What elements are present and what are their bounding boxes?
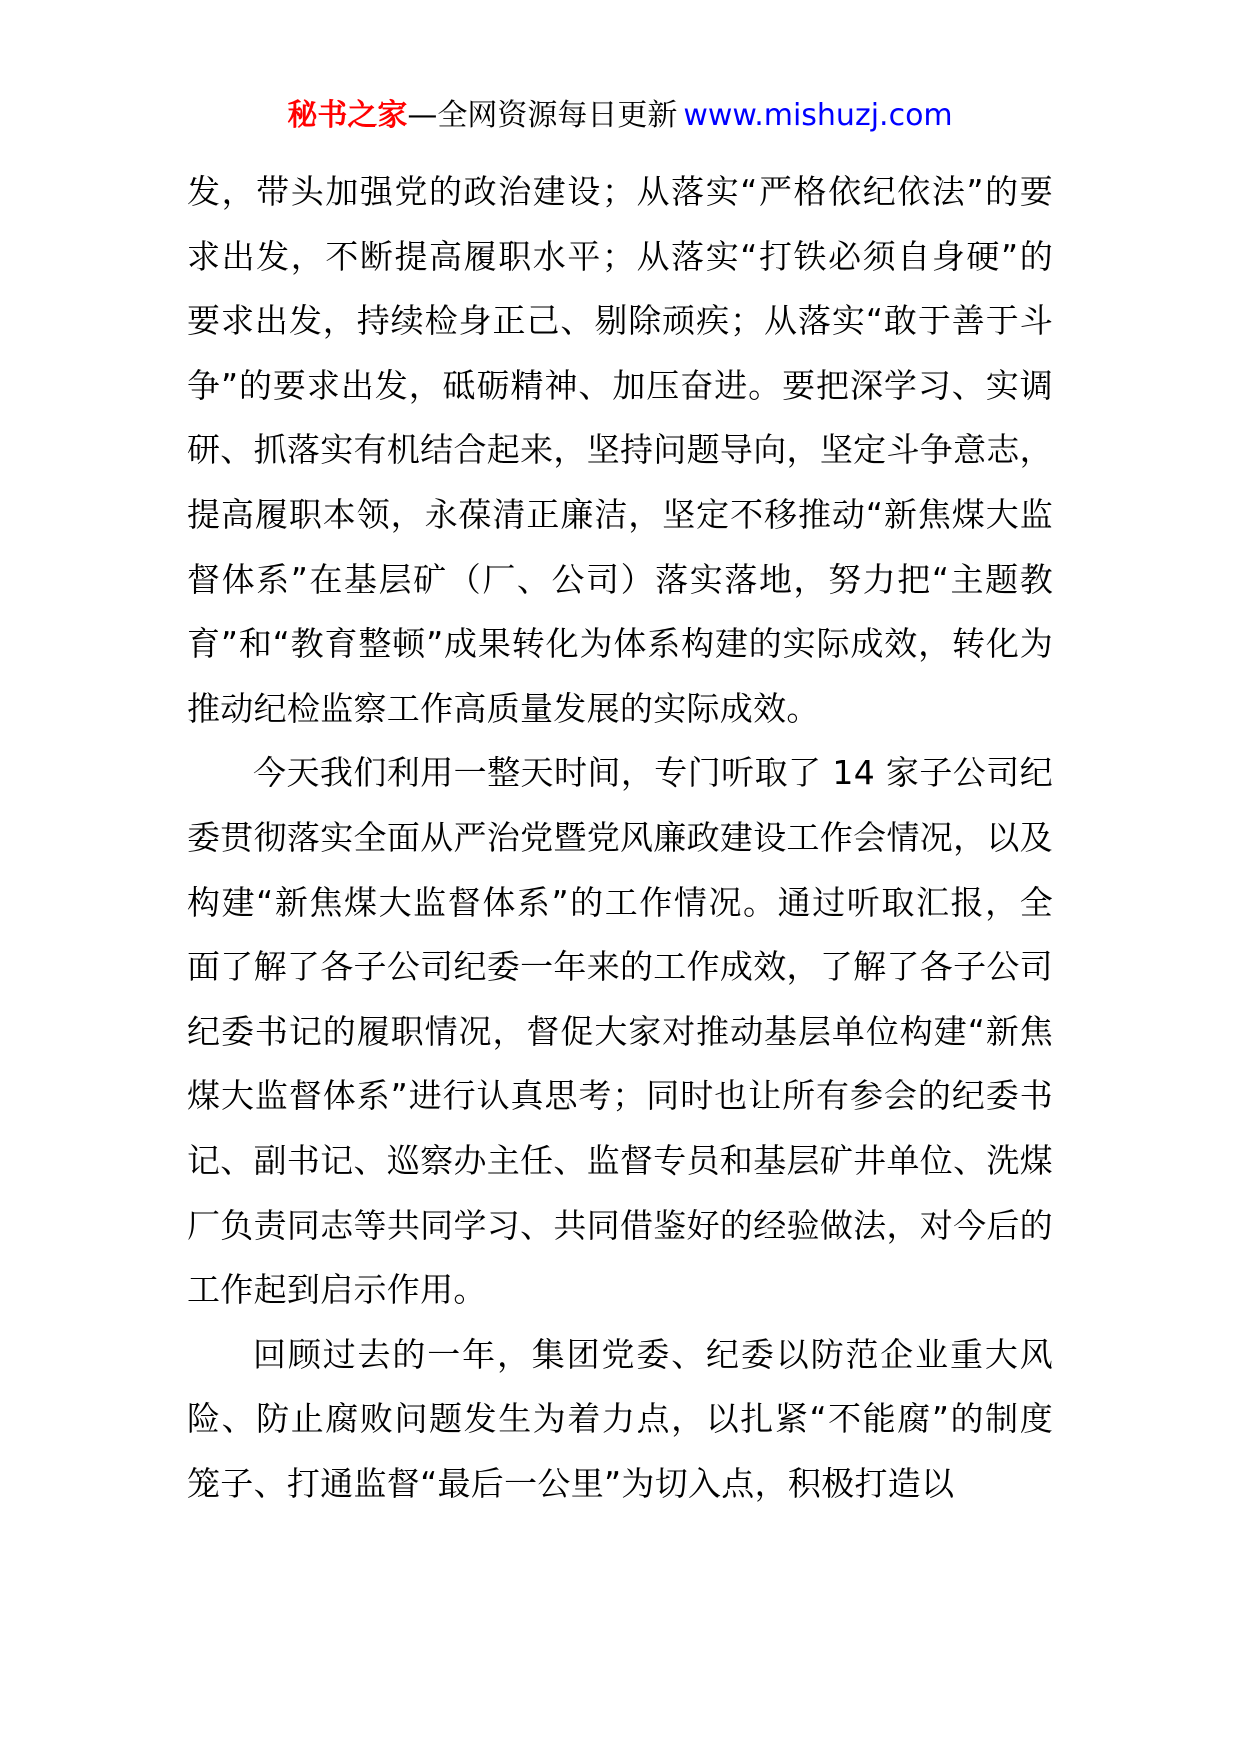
site-tagline: —全网资源每日更新 <box>407 98 678 133</box>
paragraph-hearing-reports: 今天我们利用一整天时间，专门听取了 14 家子公司纪委贯彻落实全面从严治党暨党风廉政建设工作会情况，以及构建“新焦煤大监督体系”的工作情况。通过听取汇报，全面了解了各子公司纪委一年来的工作成效，了解了各子公司纪委书记的履职情况，督促大家对推动基层单位构建“新焦煤大监督体系”进行认真思考；同时也让所有参会的纪委书记、副书记、巡察办主任、监督专员和基层矿井单位、洗煤厂负责同志等共同学习、共同借鉴好的经验做法，对今后的工作起到启示作用。 <box>187 753 1053 1310</box>
site-url-link[interactable]: www.mishuzj.com <box>683 98 953 133</box>
document-body <box>187 160 1053 1516</box>
paragraph-continued: 发，带头加强党的政治建设；从落实“严格依纪依法”的要求出发，不断提高履职水平；从落实“打铁必须自身硬”的要求出发，持续检身正己、剔除顽疾；从落实“敢于善于斗争”的要求出发，砥砺精神、加压奋进。要把深学习、实调研、抓落实有机结合起来，坚持问题导向，坚定斗争意志，提高履职本领，永葆清正廉洁，坚定不移推动“新焦煤大监督体系”在基层矿（厂、公司）落实落地，努力把“主题教育”和“教育整顿”成果转化为体系构建的实际成效，转化为推动纪检监察工作高质量发展的实际成效。 <box>187 172 1053 728</box>
site-watermark-header <box>0 96 1240 136</box>
paragraph-year-review: 回顾过去的一年，集团党委、纪委以防范企业重大风险、防止腐败问题发生为着力点，以扎紧“不能腐”的制度笼子、打通监督“最后一公里”为切入点，积极打造以 <box>187 1334 1053 1503</box>
site-brand-name: 秘书之家 <box>287 98 408 133</box>
